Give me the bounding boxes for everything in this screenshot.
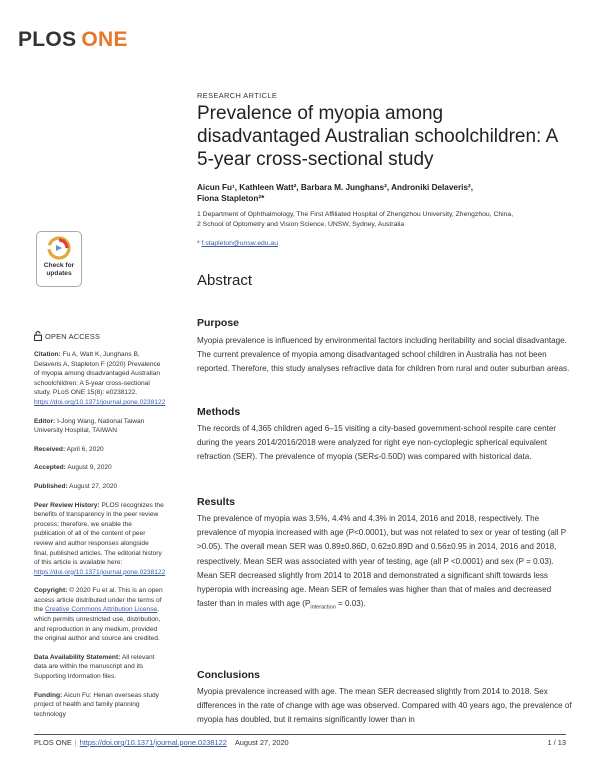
check-for-updates-line1: Check for	[43, 262, 75, 269]
conclusions-text: Myopia prevalence increased with age. The mean SER decreased slightly from 2014 to 2018. Sex differences in the rate of change with age was observed. Compared with 40 years ago, the prevalence of myopia has doubled, but it remains significantly lower than in	[197, 687, 572, 725]
funding-label: Funding:	[34, 691, 63, 699]
author-line-1: Aicun Fu¹, Kathleen Watt², Barbara M. Junghans², Androniki Delaveris²,	[197, 183, 473, 192]
editor-block	[34, 417, 164, 436]
open-access-text: OPEN ACCESS	[45, 332, 101, 341]
peer-review-block	[34, 501, 164, 578]
methods-heading: Methods	[197, 406, 241, 418]
data-availability-block	[34, 653, 164, 682]
article-title: Prevalence of myopia among disadvantaged Australian schoolchildren: A 5-year cross-sectional study	[197, 103, 558, 170]
email-link[interactable]: f.stapleton@unsw.edu.au	[201, 240, 278, 247]
citation-doi-link[interactable]: https://doi.org/10.1371/journal.pone.0238122	[34, 398, 166, 406]
footer-journal: PLOS ONE	[34, 738, 72, 747]
article-type: RESEARCH ARTICLE	[197, 91, 278, 100]
affiliation-1: 1 Department of Ophthalmology, The First Affiliated Hospital of Zhengzhou University, Zhengzhou, China,	[197, 211, 514, 218]
copyright-text-end: , which permits unrestricted use, distribution, and reproduction in any medium, provided the original author and source are credited.	[34, 606, 161, 643]
accepted-label: Accepted:	[34, 464, 66, 472]
purpose-text: Myopia prevalence is influenced by environmental factors including heritability and social disadvantage. The current prevalence of myopia among disadvantaged school children in Australia has not been reported. Therefore, this study analyses refractive data for children from rural and outer suburban areas.	[197, 336, 570, 374]
results-subscript: interaction	[310, 604, 336, 611]
copyright-text: © 2020 Fu et al. This is an open access article distributed under the terms of the	[34, 587, 163, 614]
citation-block	[34, 350, 164, 408]
citation-text: Fu A, Watt K, Junghans B, Delaveris A, Stapleton F (2020) Prevalence of myopia among disadvantaged Australian schoolchildren: A 5-year cross-sectional study. PLoS ONE 15(8): e0238122.	[34, 351, 161, 397]
license-link[interactable]: Creative Commons Attribution License	[45, 606, 158, 614]
peer-review-label: Peer Review History:	[34, 501, 100, 509]
results-text	[197, 512, 572, 615]
peer-review-text: PLOS recognizes the benefits of transparency in the peer review process; therefore, we enable the publication of all of the content of peer review and author responses alongside final, published articles. The editorial history of this article is available here:	[34, 501, 164, 567]
received-date: April 6, 2020	[66, 445, 104, 453]
copyright-block	[34, 586, 164, 644]
methods-text: The records of 4,365 children aged 6–15 visiting a city-based government-school respite care center during the years 2014/2016/2018 were analyzed for right eye non-cycloplegic spherical equivalent refraction (SER). The prevalence of myopia (SER≤-0.50D) was compared with historical data.	[197, 424, 557, 462]
accepted-block	[34, 463, 164, 473]
published-block	[34, 482, 164, 492]
published-label: Published:	[34, 482, 68, 490]
received-label: Received:	[34, 445, 66, 453]
page-footer: PLOS ONE | https://doi.org/10.1371/journal.pone.0238122 August 27, 2020	[34, 738, 289, 747]
footer-doi-link[interactable]: https://doi.org/10.1371/journal.pone.0238122	[79, 738, 227, 747]
results-heading: Results	[197, 496, 235, 508]
check-for-updates-badge[interactable]	[36, 231, 82, 287]
author-line-2: Fiona Stapleton²*	[197, 194, 265, 203]
logo-one: ONE	[81, 28, 128, 51]
email-star: *	[197, 240, 200, 247]
results-body-end: = 0.03).	[335, 599, 366, 609]
abstract-heading: Abstract	[197, 272, 253, 289]
check-for-updates-line2: updates	[46, 269, 72, 277]
corresponding-email	[197, 240, 567, 247]
logo-plos: PLOS	[18, 28, 77, 51]
open-lock-icon	[34, 331, 42, 341]
page-number: 1 / 13	[547, 738, 566, 747]
article-metadata-sidebar	[34, 350, 164, 728]
footer-date: August 27, 2020	[234, 738, 289, 747]
data-availability-label: Data Availability Statement:	[34, 653, 121, 661]
check-for-updates-icon	[47, 236, 71, 260]
affiliation-2: 2 School of Optometry and Vision Science, UNSW, Sydney, Australia	[197, 221, 405, 228]
results-body: The prevalence of myopia was 3.5%, 4.4% and 4.3% in 2014, 2016 and 2018, respectively. The prevalence of myopia increased with age (P<0.0001), but was not related to sex or year of testing (all P >0.05). The overall mean SER was 0.89±0.86D, 0.62±0.89D and 0.56±0.95 in 2014, 2016 and 2018, respectively. Mean SER was associated with year of testing, age (all P <0.0001) and sex (P = 0.03). Mean SER decreased slightly from 2014 to 2018 and demonstrated a significant shift towards less hyperopia with increasing age. Mean SER of females was higher than that of males and decreased faster than in males with age (P	[197, 514, 566, 609]
editor-label: Editor:	[34, 417, 56, 425]
published-date: August 27, 2020	[69, 482, 118, 490]
citation-label: Citation:	[34, 351, 61, 358]
journal-logo[interactable]	[18, 28, 128, 52]
footer-divider	[34, 734, 566, 735]
accepted-date: August 9, 2020	[67, 464, 112, 472]
funding-text: Aicun Fu: Henan overseas study project of health and family planning technology	[34, 691, 159, 718]
conclusions-heading: Conclusions	[197, 669, 261, 681]
funding-block	[34, 691, 164, 720]
open-access-label	[34, 331, 100, 341]
data-availability-text: All relevant data are within the manuscript and its Supporting Information files.	[34, 653, 155, 681]
affiliations	[197, 210, 567, 230]
received-block	[34, 445, 164, 455]
editor-text: I-Jong Wang, National Taiwan University Hospital, TAIWAN	[34, 417, 145, 435]
copyright-label: Copyright:	[34, 587, 68, 595]
author-list	[197, 182, 567, 204]
purpose-heading: Purpose	[197, 317, 240, 329]
peer-review-link[interactable]: https://doi.org/10.1371/journal.pone.0238122	[34, 568, 166, 576]
